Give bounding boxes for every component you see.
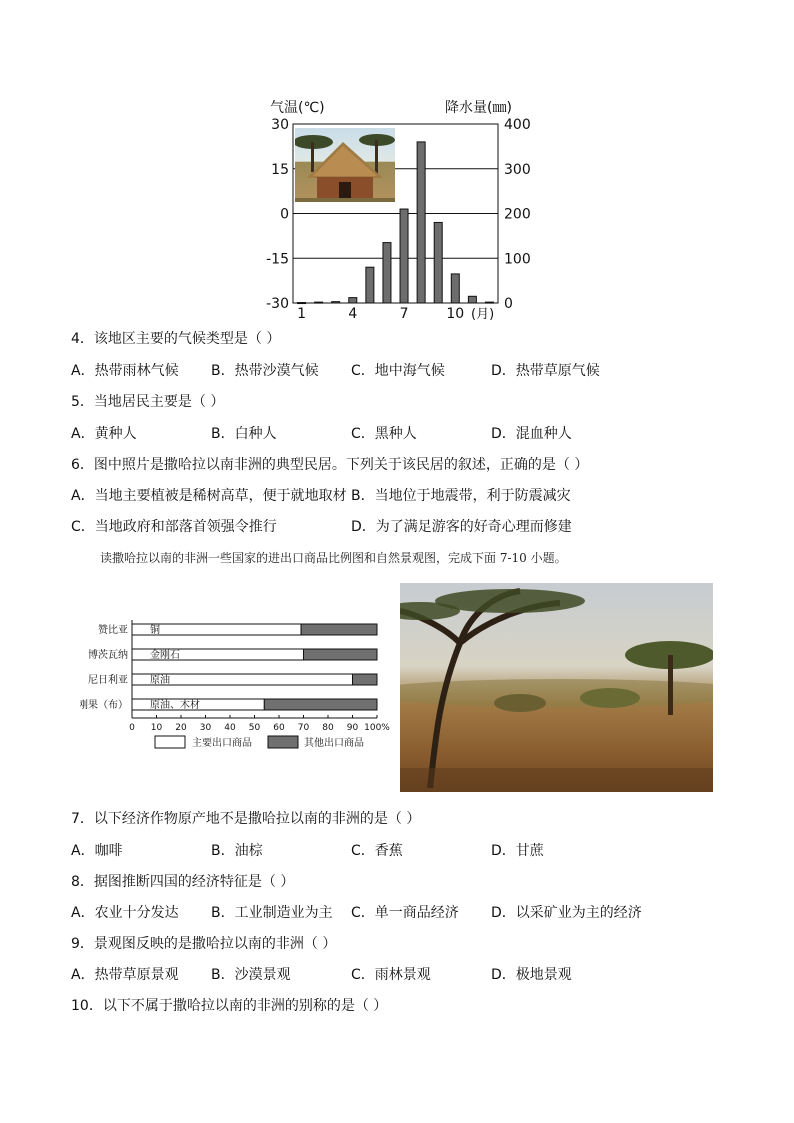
question-4-options	[71, 362, 751, 380]
temp-tick-label: 15	[271, 161, 289, 178]
precip-bar	[468, 296, 476, 303]
month-tick-label: 7	[399, 306, 409, 322]
month-unit-label: (月)	[471, 307, 495, 322]
acacia-trunk-right	[375, 140, 378, 174]
country-label: 博茨瓦纳	[88, 650, 128, 661]
x-tick-label: 100%	[364, 723, 390, 733]
question-10-stem: 10．以下不属于撒哈拉以南的非洲的别称的是（ ）	[71, 998, 388, 1014]
hut-photo	[295, 128, 395, 202]
precip-bar	[383, 243, 391, 303]
country-label: 刚果（布）	[80, 700, 128, 711]
q4-option-c[interactable]: C．地中海气候	[351, 363, 445, 379]
legend-swatch-other	[268, 736, 298, 748]
x-tick-label: 40	[224, 723, 236, 733]
q9-option-a[interactable]: A．热带草原景观	[71, 967, 179, 983]
acacia-trunk-far	[668, 655, 673, 715]
question-9-stem: 9．景观图反映的是撒哈拉以南的非洲（ ）	[71, 936, 337, 952]
month-tick-label: 10	[446, 306, 465, 322]
x-tick-label: 20	[175, 723, 187, 733]
q6-option-d[interactable]: D．为了满足游客的好奇心理而修建	[351, 519, 572, 535]
export-chart-svg	[80, 610, 400, 760]
precip-bar	[366, 267, 374, 303]
precip-bar	[332, 302, 340, 303]
precip-bar	[315, 302, 323, 303]
commodity-label: 铜	[150, 625, 160, 636]
acacia-trunk-left	[311, 142, 314, 172]
hut-door	[339, 182, 351, 199]
other-export-bar	[264, 699, 377, 710]
precip-axis-label: 降水量(㎜)	[445, 100, 512, 116]
precip-tick-label: 300	[504, 161, 531, 178]
foreground-ground	[400, 768, 713, 792]
q7-option-d[interactable]: D．甘蔗	[491, 843, 544, 859]
export-chart	[80, 610, 400, 760]
legend-label-other: 其他出口商品	[304, 738, 364, 749]
precip-bar	[434, 222, 442, 303]
country-label: 尼日利亚	[88, 675, 128, 686]
question-7-stem: 7．以下经济作物原产地不是撒哈拉以南的非洲的是（ ）	[71, 811, 421, 827]
x-tick-label: 90	[346, 723, 359, 733]
question-7-options	[71, 842, 751, 860]
question-5-options	[71, 425, 751, 443]
precip-bar	[417, 142, 425, 303]
q6-options-line-1[interactable]: A．当地主要植被是稀树高草，便于就地取材 B．当地位于地震带，利于防震减灾	[71, 488, 571, 504]
precip-bar	[298, 303, 306, 304]
q4-option-d[interactable]: D．热带草原气候	[491, 363, 600, 379]
x-tick-label: 10	[150, 723, 163, 733]
q9-option-b[interactable]: B．沙漠景观	[211, 967, 291, 983]
other-export-bar	[301, 624, 377, 635]
q9-option-c[interactable]: C．雨林景观	[351, 967, 431, 983]
bush-2	[494, 694, 546, 712]
question-4-stem: 4．该地区主要的气候类型是（ ）	[71, 331, 281, 347]
temp-tick-label: 0	[280, 206, 289, 223]
ground	[295, 198, 395, 202]
section-intro: 读撒哈拉以南的非洲一些国家的进出口商品比例图和自然景观图，完成下面 7-10 小题。	[100, 551, 567, 565]
q8-option-c[interactable]: C．单一商品经济	[351, 905, 459, 921]
q8-option-b[interactable]: B．工业制造业为主	[211, 905, 333, 921]
q5-option-d[interactable]: D．混血种人	[491, 426, 572, 442]
precip-tick-label: 400	[504, 117, 531, 133]
savanna-photo	[400, 583, 713, 792]
q7-option-c[interactable]: C．香蕉	[351, 843, 403, 859]
q6-option-c[interactable]: C．当地政府和部落首领强令推行	[71, 519, 277, 535]
x-tick-label: 70	[297, 723, 310, 733]
q8-option-d[interactable]: D．以采矿业为主的经济	[491, 905, 642, 921]
hut-illustration	[295, 128, 395, 202]
climate-chart	[255, 92, 545, 327]
precip-tick-label: 0	[504, 296, 513, 312]
precip-bar	[451, 274, 459, 303]
commodity-label: 金刚石	[150, 650, 180, 661]
precip-bar	[400, 209, 408, 303]
temp-tick-label: -15	[266, 251, 289, 268]
month-tick-label: 4	[348, 306, 358, 322]
q5-option-c[interactable]: C．黑种人	[351, 426, 417, 442]
x-tick-label: 30	[199, 723, 212, 733]
x-tick-label: 0	[129, 723, 135, 733]
bush-1	[580, 688, 640, 708]
question-9-options	[71, 966, 751, 984]
q7-option-b[interactable]: B．油棕	[211, 843, 263, 859]
precip-tick-label: 100	[504, 251, 531, 268]
export-bars	[80, 623, 377, 711]
temp-tick-label: -30	[266, 296, 289, 312]
legend-label-main: 主要出口商品	[192, 738, 252, 749]
q5-option-a[interactable]: A．黄种人	[71, 426, 137, 442]
other-export-bar	[304, 649, 378, 660]
q4-option-a[interactable]: A．热带雨林气候	[71, 363, 179, 379]
question-8-options	[71, 904, 751, 922]
q4-option-b[interactable]: B．热带沙漠气候	[211, 363, 319, 379]
commodity-label: 原油	[150, 675, 170, 686]
precip-tick-label: 200	[504, 206, 531, 223]
temp-tick-label: 30	[271, 117, 289, 133]
q7-option-a[interactable]: A．咖啡	[71, 843, 123, 859]
temp-axis-label: 气温(℃)	[270, 100, 325, 116]
x-tick-label: 80	[322, 723, 334, 733]
x-tick-label: 60	[273, 723, 285, 733]
legend-swatch-main	[155, 736, 185, 748]
q9-option-d[interactable]: D．极地景观	[491, 967, 572, 983]
commodity-label: 原油、木材	[150, 700, 200, 711]
export-legend	[155, 736, 364, 749]
other-export-bar	[353, 674, 378, 685]
x-tick-label: 50	[248, 723, 261, 733]
savanna-illustration	[400, 583, 713, 792]
question-5-stem: 5．当地居民主要是（ ）	[71, 394, 225, 410]
country-label: 赞比亚	[98, 625, 128, 636]
precip-bar	[349, 298, 357, 303]
hut-roof-highlight	[313, 146, 377, 176]
question-8-stem: 8．据图推断四国的经济特征是（ ）	[71, 874, 295, 890]
precip-bar	[485, 302, 493, 303]
q5-option-b[interactable]: B．白种人	[211, 426, 277, 442]
q8-option-a[interactable]: A．农业十分发达	[71, 905, 179, 921]
question-6-stem: 6．图中照片是撒哈拉以南非洲的典型民居。下列关于该民居的叙述，正确的是（ ）	[71, 457, 589, 473]
month-tick-label: 1	[297, 306, 307, 322]
